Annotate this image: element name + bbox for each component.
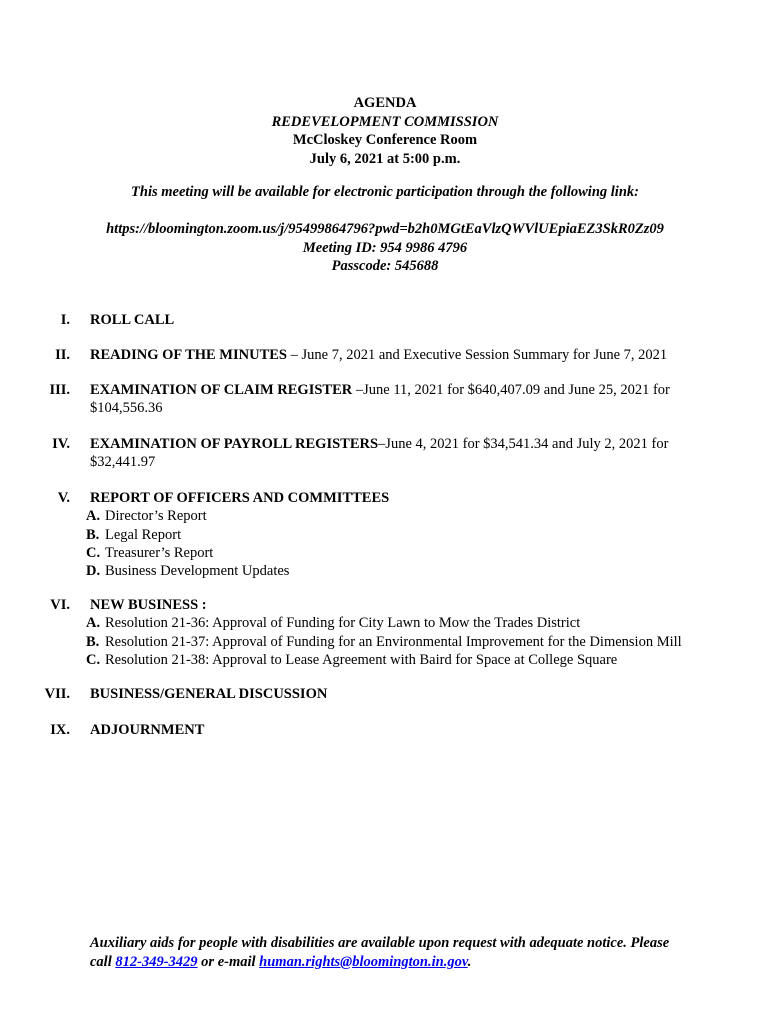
meeting-passcode: Passcode: 545688 xyxy=(331,258,439,274)
sub-item: B. Legal Report xyxy=(86,526,182,543)
item-title: EXAMINATION OF PAYROLL REGISTERS xyxy=(90,436,379,452)
item-number: I. xyxy=(60,312,70,328)
item-number: III. xyxy=(49,382,70,398)
item-number: IX. xyxy=(50,722,70,738)
sub-item: A. Resolution 21-36: Approval of Funding for City Lawn to Mow the Trades District xyxy=(86,615,581,632)
meeting-id: Meeting ID: 954 9986 4796 xyxy=(302,239,468,256)
item-detail-continued: $32,441.97 xyxy=(90,454,156,471)
item-title: ROLL CALL xyxy=(90,312,175,328)
sub-item: A. Director’s Report xyxy=(86,508,207,525)
accessibility-text: Auxiliary aids for people with disabilities are available upon request with adequate notice. Please xyxy=(90,935,670,951)
sub-item: D. Business Development Updates xyxy=(86,563,290,580)
item-number: II. xyxy=(55,347,70,363)
agenda-title: AGENDA xyxy=(353,95,417,111)
item-title: NEW BUSINESS : xyxy=(90,597,207,613)
meeting-location: McCloskey Conference Room xyxy=(292,132,478,148)
item-title: BUSINESS/GENERAL DISCUSSION xyxy=(90,686,328,702)
item-number: VII. xyxy=(44,686,70,702)
item-number: VI. xyxy=(50,597,70,613)
zoom-url[interactable]: https://bloomington.zoom.us/j/95499864796?pwd=b2h0MGtEaVlzQWVlUEpiaEZ3SkR0Zz09 xyxy=(106,221,664,237)
item-title: READING OF THE MINUTES xyxy=(90,347,287,363)
meeting-datetime: July 6, 2021 at 5:00 p.m. xyxy=(309,150,461,167)
sub-item: C. Treasurer’s Report xyxy=(86,544,214,561)
item-detail: –June 11, 2021 for $640,407.09 and June 25, 2021 for xyxy=(352,382,670,398)
electronic-participation-notice: This meeting will be available for electronic participation through the following link: xyxy=(131,184,639,200)
zoom-info xyxy=(0,220,770,276)
item-title: REPORT OF OFFICERS AND COMMITTEES xyxy=(90,490,390,506)
accessibility-notice: Auxiliary aids for people with disabilities are available upon request with adequate notice. Please call 812-349-3429 or e-mail human.rights@bloomington.in.gov. xyxy=(90,934,720,971)
item-detail: – June 7, 2021 and Executive Session Summary for June 7, 2021 xyxy=(287,347,668,363)
item-detail: –June 4, 2021 for $34,541.34 and July 2, 2021 for xyxy=(378,436,669,452)
agenda-header xyxy=(0,94,770,168)
item-number: IV. xyxy=(52,436,70,452)
email-link[interactable]: human.rights@bloomington.in.gov xyxy=(259,953,468,970)
item-title: EXAMINATION OF CLAIM REGISTER xyxy=(90,382,353,398)
item-number: V. xyxy=(57,490,70,506)
item-detail-continued: $104,556.36 xyxy=(90,400,163,417)
item-title: ADJOURNMENT xyxy=(90,722,205,738)
sub-item: B. Resolution 21-37: Approval of Funding for an Environmental Improvement for the Dimension Mill xyxy=(86,633,682,650)
sub-item: C. Resolution 21-38: Approval to Lease Agreement with Baird for Space at College Square xyxy=(86,651,618,668)
commission-name: REDEVELOPMENT COMMISSION xyxy=(271,113,499,130)
phone-link[interactable]: 812-349-3429 xyxy=(115,953,198,970)
